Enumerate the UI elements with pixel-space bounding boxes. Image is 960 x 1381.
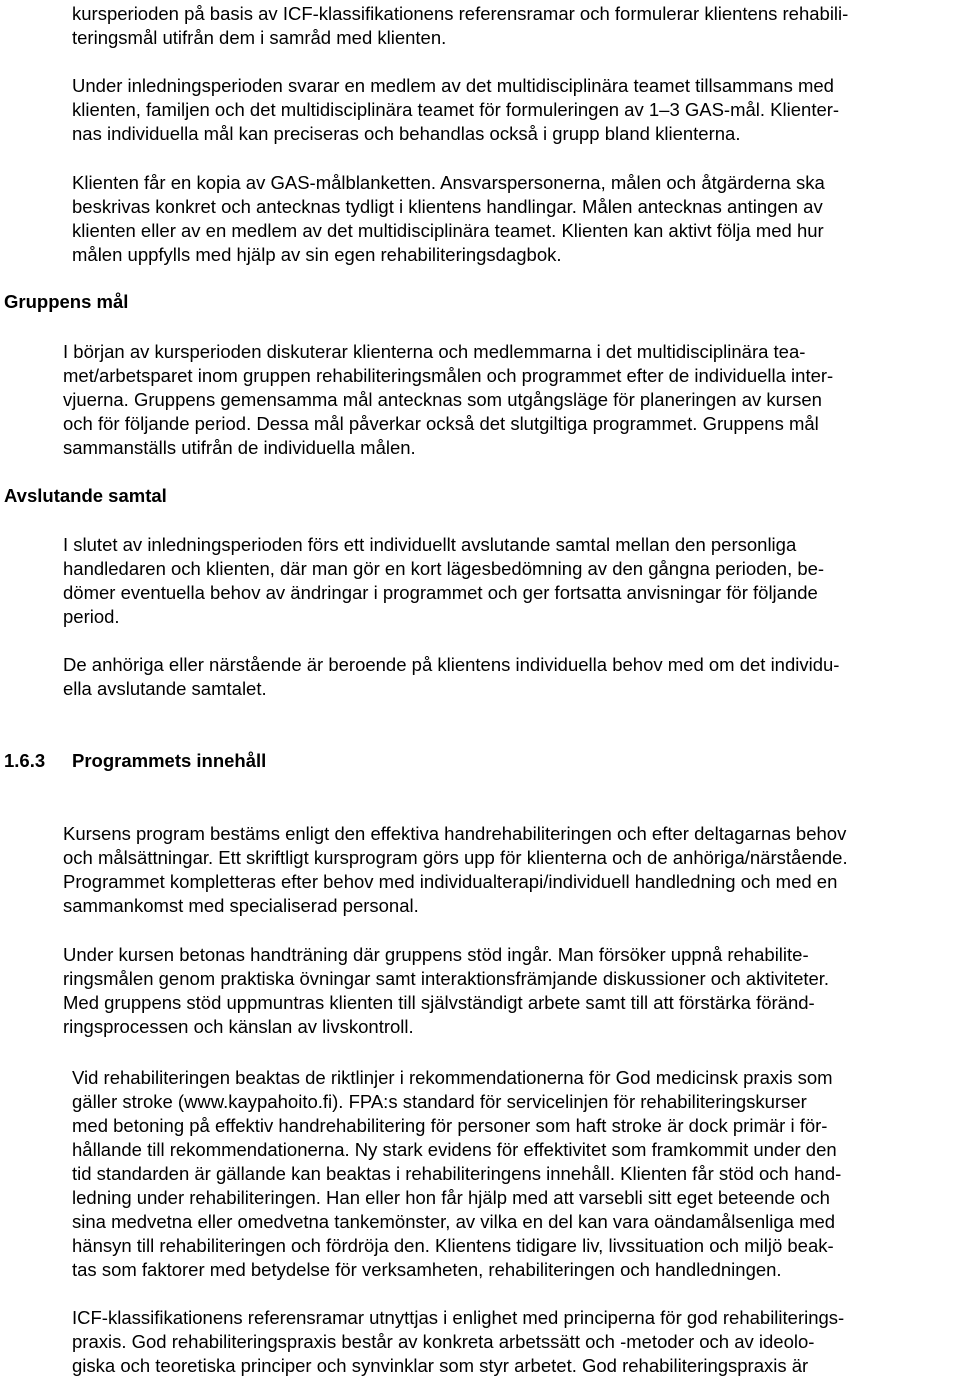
text-line: ledning under rehabiliteringen. Han eller hon får hjälp med att varsebli sitt eget beteende och: [72, 1187, 830, 1208]
text-line: ringsprocessen och känslan av livskontroll.: [63, 1016, 414, 1037]
text-line: Under kursen betonas handträning där gruppens stöd ingår. Man försöker uppnå rehabilite-: [63, 944, 809, 965]
text-line: ringsmålen genom praktiska övningar samt interaktionsfrämjande diskussioner och aktiviteter.: [63, 968, 830, 989]
text-line: I början av kursperioden diskuterar klienterna och medlemmarna i det multidisciplinära tea-: [63, 341, 806, 362]
text-line: met/arbetsparet inom gruppen rehabiliteringsmålen och programmet efter de individuella inter-: [63, 365, 834, 386]
text-line: klienten, familjen och det multidisciplinära teamet för formuleringen av 1–3 GAS-mål. Klienter-: [72, 99, 840, 120]
text-line: Programmet kompletteras efter behov med individualterapi/individuell handledning och med en: [63, 871, 838, 892]
text-line: Vid rehabiliteringen beaktas de riktlinjer i rekommendationerna för God medicinsk praxis som: [72, 1067, 833, 1088]
text-line: Under inledningsperioden svarar en medlem av det multidisciplinära teamet tillsammans med: [72, 75, 834, 96]
text-line: med betoning på effektiv handrehabilitering för personer som haft stroke är dock primär i för-: [72, 1115, 828, 1136]
text-line: Klienten får en kopia av GAS-målblanketten. Ansvarspersonerna, målen och åtgärderna ska: [72, 172, 825, 193]
text-line: kursperioden på basis av ICF-klassifikationens referensramar och formulerar klientens rehabili-: [72, 3, 849, 24]
text-line: beskrivas konkret och antecknas tydligt i klientens handlingar. Målen antecknas antingen av: [72, 196, 823, 217]
text-line: praxis. God rehabiliteringspraxis består av konkreta arbetssätt och -metoder och av ideolo-: [72, 1331, 815, 1352]
section-heading-gruppens-mal: Gruppens mål: [4, 291, 129, 312]
text-line: ella avslutande samtalet.: [63, 678, 267, 699]
text-line: ICF-klassifikationens referensramar utnyttjas i enlighet med principerna för god rehabiliterings-: [72, 1307, 845, 1328]
text-line: sina medvetna eller omedvetna tankemönster, av vilka en del kan vara oändamålsenliga med: [72, 1211, 836, 1232]
section-heading-avslutande-samtal: Avslutande samtal: [4, 485, 167, 506]
text-line: vjuerna. Gruppens gemensamma mål antecknas som utgångsläge för planeringen av kursen: [63, 389, 822, 410]
text-line: sammanställs utifrån de individuella målen.: [63, 437, 416, 458]
text-line: De anhöriga eller närstående är beroende på klientens individuella behov med om det individu-: [63, 654, 840, 675]
text-line: Kursens program bestäms enligt den effektiva handrehabiliteringen och efter deltagarnas behov: [63, 823, 847, 844]
text-line: klienten eller av en medlem av det multidisciplinära teamet. Klienten kan aktivt följa med hur: [72, 220, 824, 241]
text-line: och för följande period. Dessa mål påverkar också det slutgiltiga programmet. Gruppens mål: [63, 413, 819, 434]
text-line: tas som faktorer med betydelse för verksamheten, rehabiliteringen och handledningen.: [72, 1259, 782, 1280]
text-line: giska och teoretiska principer och synvinklar som styr arbetet. God rehabiliteringspraxis är: [72, 1355, 809, 1376]
text-line: gäller stroke (www.kaypahoito.fi). FPA:s standard för servicelinjen för rehabiliteringskurser: [72, 1091, 807, 1112]
section-title: Programmets innehåll: [72, 750, 267, 771]
text-line: hållande till rekommendationerna. Ny stark evidens för effektivitet som framkommit under den: [72, 1139, 837, 1160]
text-line: tid standarden är gällande kan beaktas i rehabiliteringens innehåll. Klienten får stöd och hand-: [72, 1163, 842, 1184]
text-line: Med gruppens stöd uppmuntras klienten till självständigt arbete samt till att förstärka föränd-: [63, 992, 815, 1013]
section-number: 1.6.3: [4, 750, 46, 771]
text-line: hänsyn till rehabiliteringen och fördröja den. Klientens tidigare liv, livssituation och miljö beak-: [72, 1235, 834, 1256]
text-line: sammankomst med specialiserad personal.: [63, 895, 419, 916]
text-line: och målsättningar. Ett skriftligt kursprogram görs upp för klienterna och de anhöriga/närstående.: [63, 847, 848, 868]
text-line: dömer eventuella behov av ändringar i programmet och ger fortsatta anvisningar för följande: [63, 582, 818, 603]
text-line: handledaren och klienten, där man gör en kort lägesbedömning av den gångna perioden, be-: [63, 558, 825, 579]
text-line: teringsmål utifrån dem i samråd med klienten.: [72, 27, 447, 48]
text-line: nas individuella mål kan preciseras och behandlas också i grupp bland klienterna.: [72, 123, 741, 144]
text-line: målen uppfylls med hjälp av sin egen rehabiliteringsdagbok.: [72, 244, 562, 265]
text-line: I slutet av inledningsperioden förs ett individuellt avslutande samtal mellan den personliga: [63, 534, 797, 555]
text-line: period.: [63, 606, 120, 627]
